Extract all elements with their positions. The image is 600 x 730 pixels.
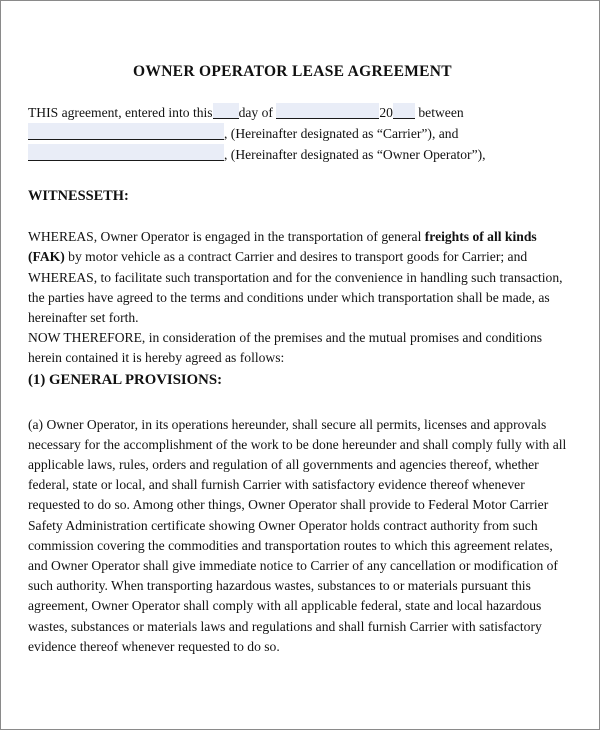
general-provisions-heading: (1) GENERAL PROVISIONS: — [28, 371, 223, 388]
owner-operator-name-blank-field[interactable] — [28, 144, 224, 161]
agreement-date-line — [28, 103, 573, 123]
now-therefore-paragraph: NOW THEREFORE, in consideration of the premises and the mutual promises and conditions herein contained it is hereby agreed as follows: — [28, 330, 543, 366]
carrier-party-line — [28, 123, 573, 144]
agreement-intro-block — [28, 103, 573, 166]
intro-text-day-of: day of — [238, 104, 273, 120]
carrier-designation-text: , (Hereinafter designated as “Carrier”), and — [224, 125, 459, 141]
intro-text-between: between — [418, 104, 464, 120]
document-body — [28, 1, 573, 730]
freights-of-all-kinds-emphasis: freights of all kinds (FAK) — [28, 229, 537, 265]
owner-operator-designation-text: , (Hereinafter designated as “Owner Operator”), — [224, 147, 486, 162]
month-blank-field[interactable] — [276, 103, 379, 119]
carrier-name-blank-field[interactable] — [28, 123, 224, 140]
witnesseth-heading: WITNESSETH: — [28, 188, 129, 205]
year-blank-field[interactable] — [393, 103, 415, 119]
whereas-paragraph — [28, 227, 573, 328]
intro-text-century: 20 — [379, 104, 393, 120]
day-blank-field[interactable] — [213, 103, 239, 119]
whereas-segment-2: by motor vehicle as a contract Carrier and desires to transport goods for Carrier; and WHEREAS, to facilitate such transportation and for the convenience in handling such transaction, the parties have agreed to the terms and conditions under which transportation shall be made, as hereinafter set forth. — [28, 249, 563, 326]
provision-a-paragraph: (a) Owner Operator, in its operations hereunder, shall secure all permits, licenses and approvals necessary for the accomplishment of the work to be done hereunder and shall comply fully with all applicable laws, rules, orders and regulation of all governments and agencies thereof, whether federal, state or local, and shall furnish Carrier with satisfactory evidence thereof whenever requested to do so. Among other things, Owner Operator shall provide to Federal Motor Carrier Safety Administration certificate showing Owner Operator holds contract authority from such commission covering the commodities and transportation routes to which this agreement relates, and Owner Operator shall give immediate notice to Carrier of any cancellation or modification of such authority. When transporting hazardous wastes, substances to or materials pursuant this agreement, Owner Operator shall comply with all applicable federal, state and local hazardous wastes, substances or materials laws and regulations and shall furnish Carrier with satisfactory evidence thereof whenever requested to do so. — [28, 416, 567, 654]
document-title: OWNER OPERATOR LEASE AGREEMENT — [133, 63, 452, 80]
whereas-segment-1: WHEREAS, Owner Operator is engaged in the transportation of general — [28, 229, 425, 245]
intro-text-prefix: THIS agreement, entered into this — [28, 104, 213, 120]
owner-operator-party-line — [28, 144, 573, 165]
